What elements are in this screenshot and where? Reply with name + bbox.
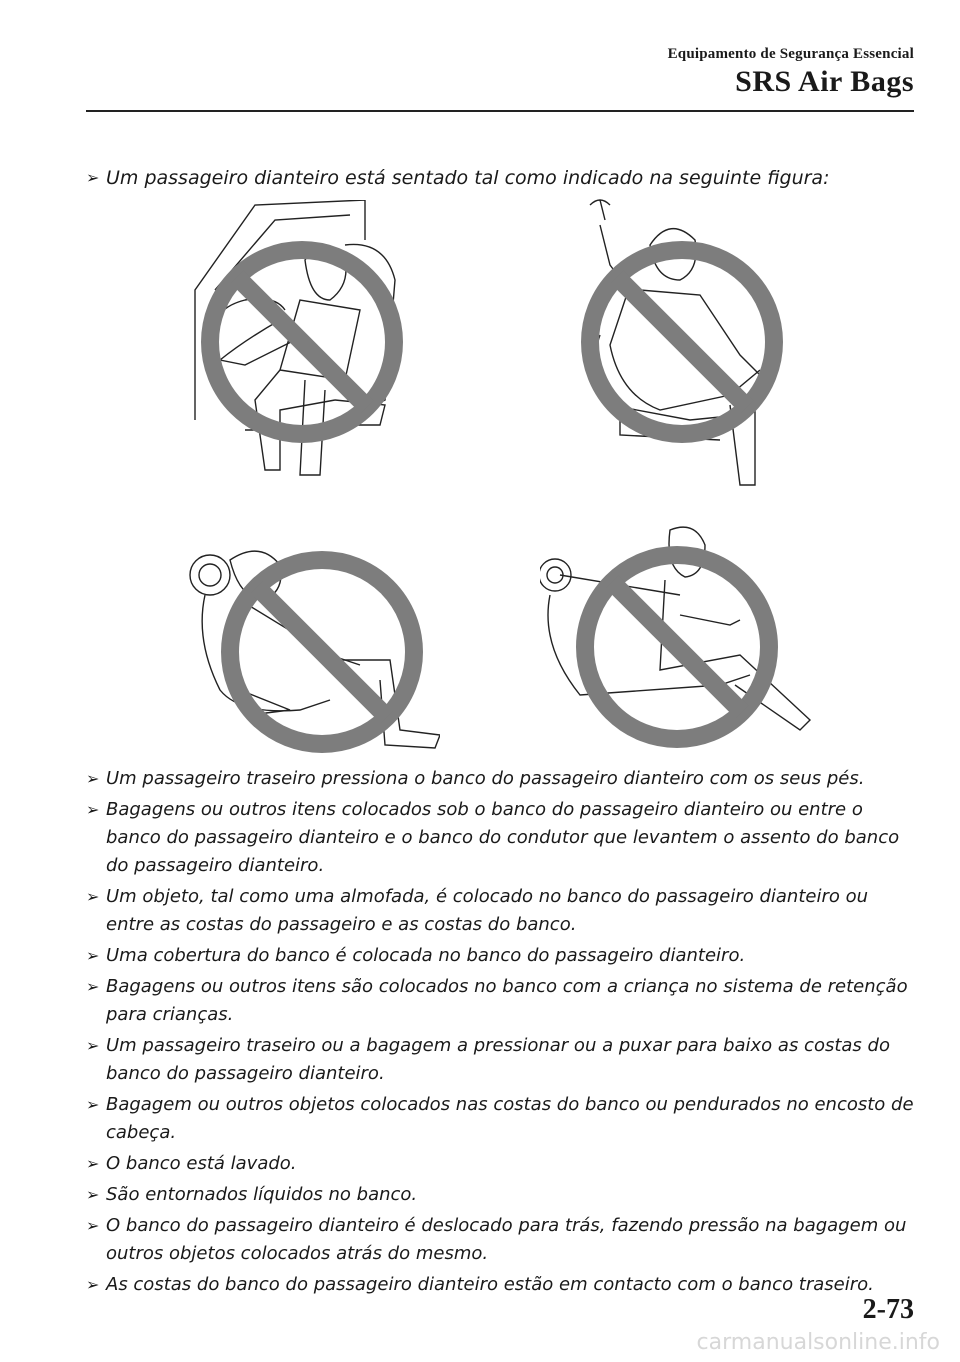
- list-item: ➢ O banco do passageiro dianteiro é deslocado para trás, fazendo pressão na bagagem ou outros objetos colocados atrás do mesmo.: [86, 1212, 920, 1268]
- list-item: ➢ Bagagem ou outros objetos colocados nas costas do banco ou pendurados no encosto de cabeça.: [86, 1091, 920, 1147]
- bullet-marker: ➢: [86, 800, 100, 819]
- list-item: ➢ Bagagens ou outros itens colocados sob o banco do passageiro dianteiro ou entre o banco do passageiro dianteiro e o banco do condutor que levantem o assento do banco do passageiro dianteiro.: [86, 796, 920, 880]
- bullet-marker: ➢: [86, 168, 100, 187]
- bullet-marker: ➢: [86, 977, 100, 996]
- condition-list: [86, 765, 920, 1302]
- bullet-marker: ➢: [86, 1095, 100, 1114]
- chapter-title: SRS Air Bags: [735, 65, 914, 98]
- bullet-marker: ➢: [86, 1154, 100, 1173]
- list-item: ➢ Um objeto, tal como uma almofada, é colocado no banco do passageiro dianteiro ou entre as costas do passageiro e as costas do banco.: [86, 883, 920, 939]
- bullet-marker: ➢: [86, 1185, 100, 1204]
- page-number: 2-73: [862, 1294, 914, 1325]
- prohibition-symbol-2: [575, 235, 790, 450]
- list-item: ➢ O banco está lavado.: [86, 1150, 920, 1178]
- watermark: carmanualsonline.info: [696, 1330, 940, 1355]
- list-item: ➢ Um passageiro traseiro ou a bagagem a pressionar ou a puxar para baixo as costas do banco do passageiro dianteiro.: [86, 1032, 920, 1088]
- intro-text: Um passageiro dianteiro está sentado tal como indicado na seguinte figura:: [106, 167, 830, 189]
- header-rule: [86, 110, 914, 112]
- page-header: [668, 46, 914, 99]
- prohibition-symbol-4: [570, 540, 785, 755]
- bullet-marker: ➢: [86, 1216, 100, 1235]
- bullet-marker: ➢: [86, 769, 100, 788]
- bullet-marker: ➢: [86, 1275, 100, 1294]
- list-item: ➢ São entornados líquidos no banco.: [86, 1181, 920, 1209]
- bullet-marker: ➢: [86, 946, 100, 965]
- list-item: ➢ Bagagens ou outros itens são colocados no banco com a criança no sistema de retenção para crianças.: [86, 973, 920, 1029]
- list-item: ➢ Um passageiro traseiro pressiona o banco do passageiro dianteiro com os seus pés.: [86, 765, 920, 793]
- intro-bullet: [86, 164, 914, 192]
- bullet-marker: ➢: [86, 1036, 100, 1055]
- list-item: ➢ Uma cobertura do banco é colocada no banco do passageiro dianteiro.: [86, 942, 920, 970]
- bullet-marker: ➢: [86, 887, 100, 906]
- section-title: Equipamento de Segurança Essencial: [667, 46, 914, 62]
- prohibition-symbol-1: [195, 235, 410, 450]
- list-item: ➢ As costas do banco do passageiro dianteiro estão em contacto com o banco traseiro.: [86, 1271, 920, 1299]
- prohibition-symbol-3: [215, 545, 430, 760]
- prohibited-seating-figures: [170, 195, 850, 765]
